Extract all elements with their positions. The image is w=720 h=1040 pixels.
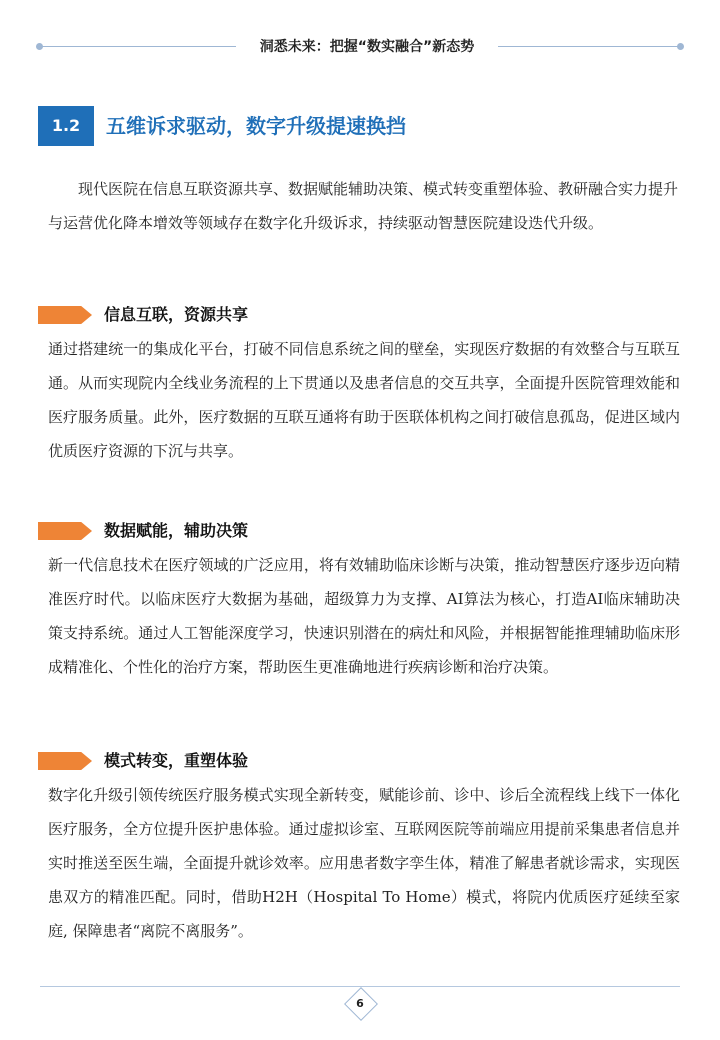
subsection-title-1: 信息互联，资源共享 xyxy=(104,305,249,324)
section-intro-paragraph: 现代医院在信息互联资源共享、数据赋能辅助决策、模式转变重塑体验、教研融合实力提升与运营优化降本增效等领域存在数字化升级诉求，持续驱动智慧医院建设迭代升级。 xyxy=(48,180,679,232)
page-number: 6 xyxy=(356,997,364,1010)
subsection-title-3: 模式转变，重塑体验 xyxy=(104,751,249,770)
section-heading xyxy=(38,106,678,146)
orange-arrow-icon xyxy=(38,752,92,770)
orange-arrow-icon xyxy=(38,306,92,324)
section-number-badge: 1.2 xyxy=(38,106,94,146)
page-footer xyxy=(40,986,680,1020)
page-header xyxy=(36,36,684,58)
subsection-heading-1 xyxy=(38,303,678,325)
section-title: 五维诉求驱动，数字升级提速换挡 xyxy=(106,114,406,138)
header-right-dot xyxy=(677,43,684,50)
header-title: 洞悉未来：把握“数实融合”新态势 xyxy=(259,39,475,55)
subsection-body-1: 通过搭建统一的集成化平台，打破不同信息系统之间的壁垒，实现医疗数据的有效整合与互联互通。从而实现院内全线业务流程的上下贯通以及患者信息的交互共享，全面提升医院管理效能和医疗服务质量。此外，医疗数据的互联互通将有助于医联体机构之间打破信息孤岛，促进区域内优质医疗资源的下沉与共享。 xyxy=(48,340,680,460)
subsection-title-2: 数据赋能，辅助决策 xyxy=(104,521,249,540)
header-left-rule xyxy=(40,46,236,47)
header-right-rule xyxy=(498,46,678,47)
subsection-heading-3 xyxy=(38,749,678,771)
subsection-heading-2 xyxy=(38,519,678,541)
subsection-body-2: 新一代信息技术在医疗领域的广泛应用，将有效辅助临床诊断与决策，推动智慧医疗逐步迈向精准医疗时代。以临床医疗大数据为基础，超级算力为支撑、AI算法为核心，打造AI临床辅助决策支持系统。通过人工智能深度学习，快速识别潜在的病灶和风险，并根据智能推理辅助临床形成精准化、个性化的治疗方案，帮助医生更准确地进行疾病诊断和治疗决策。 xyxy=(48,556,680,676)
orange-arrow-icon xyxy=(38,522,92,540)
subsection-body-3: 数字化升级引领传统医疗服务模式实现全新转变，赋能诊前、诊中、诊后全流程线上线下一体化医疗服务，全方位提升医护患体验。通过虚拟诊室、互联网医院等前端应用提前采集患者信息并实时推送至医生端，全面提升就诊效率。应用患者数字孪生体，精准了解患者就诊需求，实现医患双方的精准匹配。同时，借助H2H（Hospital To Home）模式，将院内优质医疗延续至家庭, 保障患者“离院不离服务”。 xyxy=(48,786,680,940)
